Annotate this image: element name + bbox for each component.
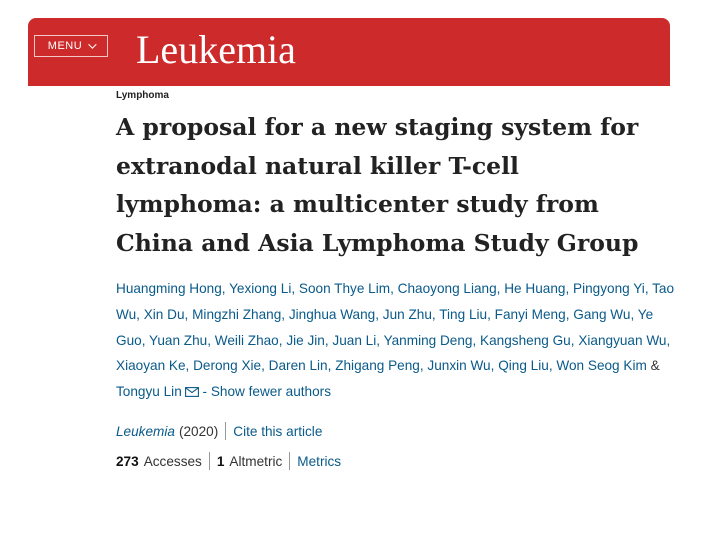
metrics-link[interactable]: Metrics (297, 453, 342, 469)
article-title (116, 108, 676, 262)
author-link[interactable]: Xin Du (143, 306, 185, 322)
menu-button[interactable] (34, 35, 108, 57)
article-metrics (116, 452, 341, 470)
author-link[interactable]: Gang Wu (573, 306, 631, 322)
author-list: Huangming Hong, Yexiong Li, Soon Thye Lim, Chaoyong Liang, He Huang, Pingyong Yi, Tao Wu, Xin Du, Mingzhi Zhang, Jinghua Wang, Jun Zhu, Ting Liu, Fanyi Meng, Gang Wu, Ye Guo, Yuan Zhu, Weili Zhao, Jie Jin, Juan Li, Yanming Deng, Kangsheng Gu, Xiangyuan Wu, Xiaoyan Ke, Derong Xie, Daren Lin, Zhigang Peng, Junxin Wu, Qing Liu, Won Seog Kim & Tongyu Lin - Show fewer authors (116, 281, 675, 400)
author-link[interactable]: Ye Guo (116, 306, 654, 348)
author-link[interactable]: Xiaoyan Ke (116, 358, 186, 374)
author-link[interactable]: Junxin Wu (427, 358, 491, 374)
title-line: China and Asia Lymphoma Study Group (116, 228, 639, 257)
author-link[interactable]: Chaoyong Liang (397, 281, 497, 296)
show-fewer-authors-link[interactable]: - Show fewer authors (198, 384, 331, 400)
divider (209, 452, 210, 470)
author-link[interactable]: Pingyong Yi (573, 281, 645, 296)
author-link[interactable]: Jinghua Wang (288, 306, 376, 322)
journal-name[interactable]: Leukemia (116, 423, 175, 439)
author-link[interactable]: Qing Liu (498, 358, 549, 374)
divider (225, 422, 226, 440)
publication-year: (2020) (178, 423, 219, 439)
menu-label: MENU (47, 40, 83, 52)
author-link[interactable]: Jie Jin (286, 332, 325, 348)
author-link[interactable]: Yanming Deng (383, 332, 473, 348)
author-link[interactable]: Mingzhi Zhang (192, 306, 282, 322)
author-link[interactable]: Ting Liu (439, 306, 488, 322)
site-header (28, 18, 670, 86)
author-link[interactable]: Weili Zhao (214, 332, 279, 348)
author-link[interactable]: He Huang (504, 281, 566, 296)
author-link[interactable]: Soon Thye Lim (298, 281, 391, 296)
email-icon[interactable] (185, 387, 199, 397)
author-link[interactable]: Yuan Zhu (149, 332, 208, 348)
cite-article-link[interactable]: Cite this article (233, 423, 323, 439)
author-link[interactable]: Juan Li (332, 332, 377, 348)
title-line: lymphoma: a multicenter study from (116, 190, 599, 218)
title-line: extranodal natural killer T-cell (116, 151, 519, 180)
author-link[interactable]: Jun Zhu (382, 306, 432, 322)
author-link[interactable]: Daren Lin (268, 358, 328, 374)
author-link[interactable]: Fanyi Meng (494, 306, 566, 322)
author-link[interactable]: Won Seog Kim (556, 358, 647, 374)
author-link[interactable]: Tongyu Lin (116, 384, 182, 400)
accesses-count: 273 (116, 453, 139, 469)
author-link[interactable]: Tao Wu (116, 281, 675, 322)
author-joiner: & (646, 358, 660, 374)
article-subject: Lymphoma (116, 90, 169, 101)
title-line: A proposal for a new staging system for (116, 113, 639, 141)
altmetric-label: Altmetric (229, 453, 283, 469)
author-link[interactable]: Yexiong Li (229, 281, 292, 296)
author-link[interactable]: Kangsheng Gu (480, 332, 571, 348)
altmetric-count: 1 (216, 453, 225, 469)
divider (289, 452, 290, 470)
author-link[interactable]: Derong Xie (193, 358, 262, 374)
author-link[interactable]: Huangming Hong (116, 281, 222, 296)
author-link[interactable]: Xiangyuan Wu (578, 332, 667, 348)
citation-line (116, 422, 322, 440)
journal-logo[interactable]: Leukemia (136, 27, 296, 72)
chevron-down-icon (88, 40, 96, 48)
author-link[interactable]: Zhigang Peng (335, 358, 420, 374)
accesses-label: Accesses (143, 453, 202, 469)
